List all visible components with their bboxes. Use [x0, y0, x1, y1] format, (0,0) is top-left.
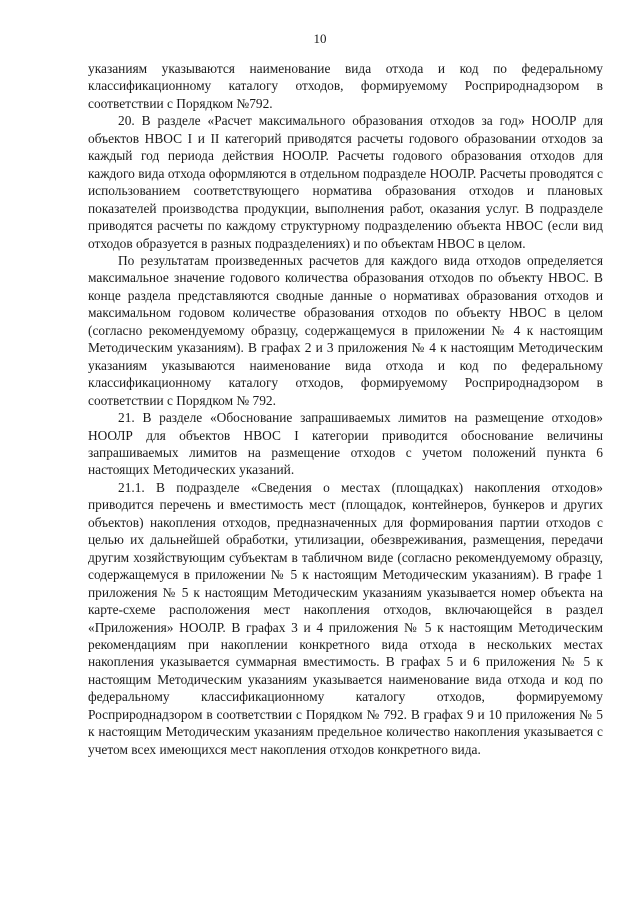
paragraph-section-20: 20. В разделе «Расчет максимального образования отходов за год» НООЛР для объектов НВОС I и II категорий приводятся расчеты годового образовании отходов за каждый год периода действия НООЛР. Расчеты годового образования отходов для каждого вида отхода оформляются в отдельном подразделе НООЛР. Расчеты проводятся с использованием соответствующего норматива образования отходов и плановых показателей производства продукции, выполнения работ, оказания услуг. В подразделе приводятся расчеты по каждому структурному подразделению объекта НВОС (если вид отходов образуется в разных подразделениях) и по объектам НВОС в целом. [88, 113, 603, 251]
document-body [88, 60, 603, 758]
page-number: 10 [313, 31, 327, 46]
paragraph-section-21: 21. В разделе «Обоснование запрашиваемых лимитов на размещение отходов» НООЛР для объектов НВОС I категории приводится обоснование величины запрашиваемых лимитов на размещение отходов с учетом положений пункта 6 настоящих Методических указаний. [88, 410, 603, 478]
paragraph-calculation-results: По результатам произведенных расчетов для каждого вида отходов определяется максимальное значение годового количества образования отходов по объекту НВОС. В конце раздела представляются сводные данные о нормативах образования отходов и максимальном годовом количестве образования отходов по объекту НВОС в целом (согласно рекомендуемому образцу, содержащемуся в приложении № 4 к настоящим Методическим указаниям). В графах 2 и 3 приложения № 4 к настоящим Методическим указаниям указываются наименование вида отхода и код по федеральному классификационному каталогу отходов, формируемому Росприроднадзором в соответствии с Порядком № 792. [88, 252, 603, 408]
paragraph-continuation: указаниям указываются наименование вида отхода и код по федеральному классификационному каталогу отходов, формируемому Росприроднадзором в соответствии с Порядком №792. [88, 61, 603, 111]
paragraph-section-21-1: 21.1. В подразделе «Сведения о местах (площадках) накопления отходов» приводится перечень и вместимость мест (площадок, контейнеров, бункеров и других объектов) накопления отходов, предназначенных для формирования партии отходов с целью их дальнейшей обработки, утилизации, обезвреживания, размещения, передачи другим хозяйствующим субъектам в табличном виде (согласно рекомендуемому образцу, содержащемуся в приложении № 5 к настоящим Методическим указаниям). В графе 1 приложения № 5 к настоящим Методическим указаниям указывается номер объекта на карте-схеме расположения мест накопления отходов, включающейся в раздел «Приложения» НООЛР. В графах 3 и 4 приложения № 5 к настоящим Методическим рекомендациям при накоплении конкретного вида отхода в нескольких местах накопления указывается суммарная вместимость. В графах 5 и 6 приложения № 5 к настоящим Методическим указаниям указывается наименование вида отхода и код по федеральному классификационному каталогу отходов, формируемому Росприроднадзором в соответствии с Порядком № 792. В графах 9 и 10 приложения № 5 к настоящим Методическим указаниям предельное количество накопления указывается с учетом всех имеющихся мест накопления отходов конкретного вида. [88, 479, 603, 757]
